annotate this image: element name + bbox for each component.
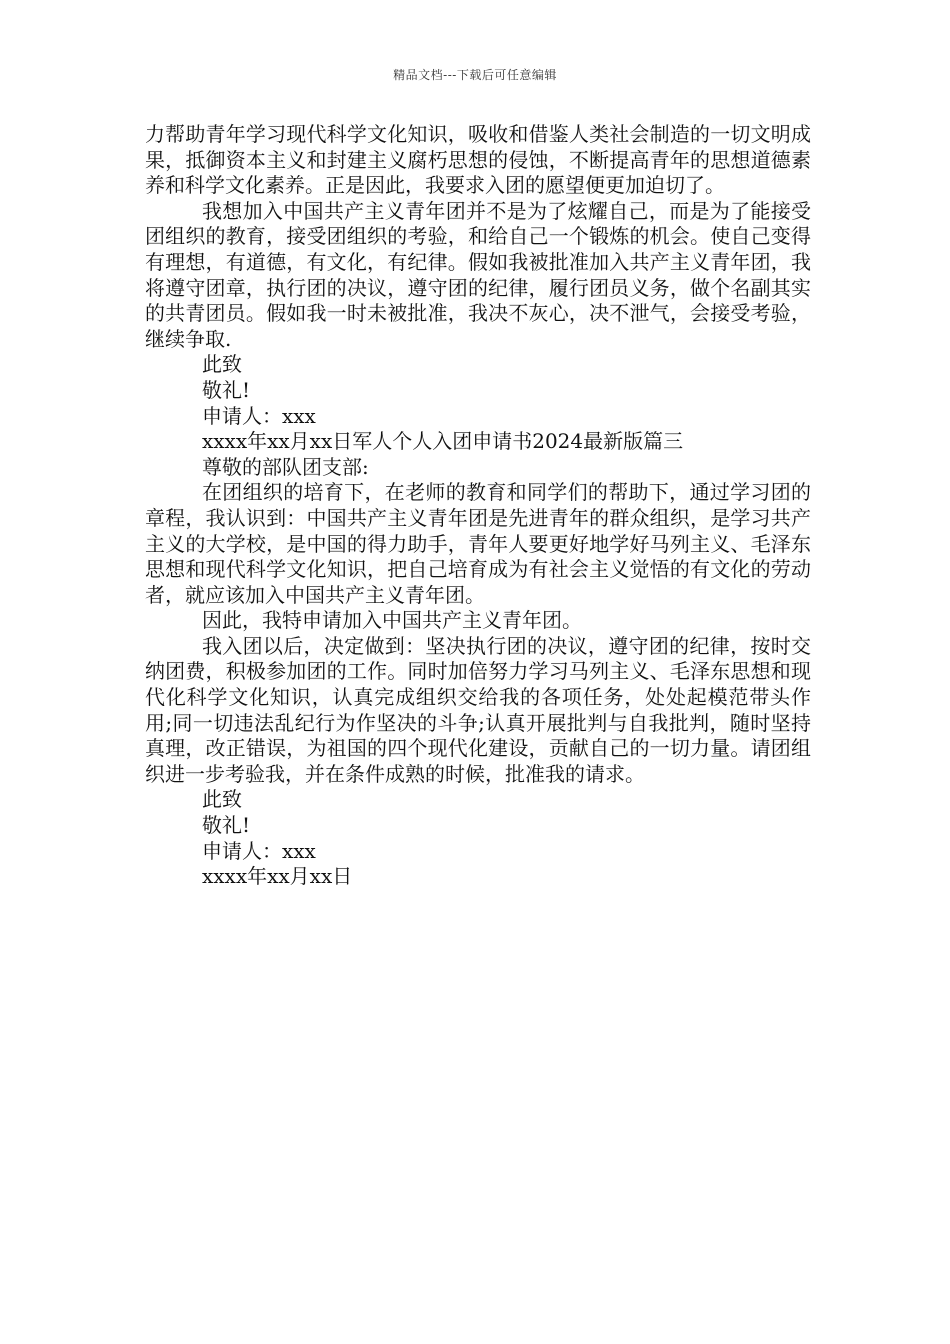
- date-line: xxxx年xx月xx日: [202, 864, 353, 889]
- paragraph-continuation: 力帮助青年学习现代科学文化知识，吸收和借鉴人类社会制造的一切文明成果，抵御资本主义和封建主义腐朽思想的侵蚀，不断提高青年的思想道德素养和科学文化素养。正是因此，我要求入团的愿望便更加迫切了。: [145, 122, 811, 198]
- section-heading: xxxx年xx月xx日军人个人入团申请书2024最新版篇三: [202, 429, 684, 454]
- salutation-line: 敬礼!: [202, 813, 251, 838]
- closing-line: 此致: [202, 352, 242, 377]
- page-header: 精品文档---下载后可任意编辑: [393, 68, 557, 82]
- paragraph: 我入团以后，决定做到：坚决执行团的决议，遵守团的纪律，按时交纳团费，积极参加团的工作。同时加倍努力学习马列主义、毛泽东思想和现代化科学文化知识，认真完成组织交给我的各项任务，处处起模范带头作用;同一切违法乱纪行为作坚决的斗争;认真开展批判与自我批判，随时坚持真理，改正错误，为祖国的四个现代化建设，贡献自己的一切力量。请团组织进一步考验我，并在条件成熟的时候，批准我的请求。: [145, 633, 811, 786]
- paragraph: 在团组织的培育下，在老师的教育和同学们的帮助下，通过学习团的章程，我认识到：中国共产主义青年团是先进青年的群众组织，是学习共产主义的大学校，是中国的得力助手，青年人要更好地学好马列主义、毛泽东思想和现代科学文化知识，把自己培育成为有社会主义觉悟的有文化的劳动者，就应该加入中国共产主义青年团。: [145, 480, 811, 607]
- applicant-line: 申请人：xxx: [202, 838, 316, 863]
- closing-line: 此致: [202, 787, 242, 812]
- paragraph: 因此，我特申请加入中国共产主义青年团。: [202, 608, 582, 633]
- paragraph: 我想加入中国共产主义青年团并不是为了炫耀自己，而是为了能接受团组织的教育，接受团组织的考验，和给自己一个锻炼的机会。使自己变得有理想，有道德，有文化，有纪律。假如我被批准加入共产主义青年团，我将遵守团章，执行团的决议，遵守团的纪律，履行团员义务，做个名副其实的共青团员。假如我一时未被批准，我决不灰心，决不泄气，会接受考验，继续争取.: [145, 198, 811, 351]
- applicant-line: 申请人：xxx: [202, 403, 316, 428]
- document-body: [145, 122, 811, 890]
- greeting-line: 尊敬的部队团支部:: [202, 454, 369, 479]
- salutation-line: 敬礼!: [202, 377, 251, 402]
